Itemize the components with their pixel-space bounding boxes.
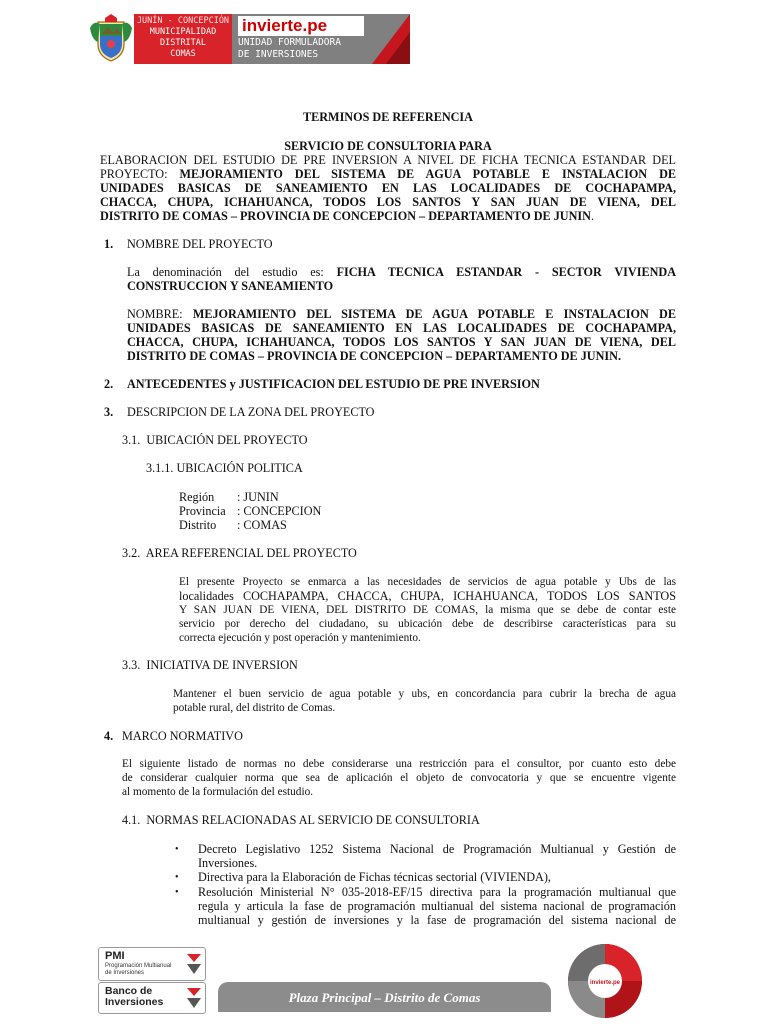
location-district-key: Distrito (179, 518, 217, 532)
bullet-icon: • (175, 872, 179, 883)
muni-line-4: COMAS (170, 49, 196, 59)
s1-p2-label: NOMBRE: (127, 307, 193, 321)
section-1-title: NOMBRE DEL PROYECTO (127, 237, 273, 251)
cycle-center-label: invierte.pe (589, 980, 621, 986)
s1-p2-line-1 (127, 307, 676, 321)
location-province-value: : CONCEPCION (237, 504, 322, 518)
section-3-3-title: 3.3. INICIATIVA DE INVERSION (122, 658, 298, 672)
section-4-number: 4. (104, 729, 114, 743)
s4-line-3: al momento de la formulación del estudio. (122, 786, 314, 798)
intro-line-5 (100, 209, 594, 223)
s4-line-2: de considerar cualquier norma que sea de aplicación el objeto de convocatoria y que se encuentre vigente (122, 772, 676, 784)
intro-label: PROYECTO: (100, 167, 180, 181)
s32-line-2: localidades COCHAPAMPA, CHACCA, CHUPA, ICHAHUANCA, TODOS LOS SANTOS (179, 589, 676, 603)
s1-p1-value: FICHA TECNICA ESTANDAR - SECTOR VIVIENDA (336, 265, 676, 279)
doc-subtitle: SERVICIO DE CONSULTORIA PARA (284, 139, 492, 153)
location-region-value: : JUNIN (237, 490, 279, 504)
bullet-icon: • (175, 887, 179, 898)
pmi-mark-icon (187, 954, 201, 974)
section-2-number: 2. (104, 377, 114, 391)
banco-mark-icon (187, 988, 201, 1008)
bullet-2-line-1: Directiva para la Elaboración de Fichas técnicas sectorial (VIVIENDA), (198, 870, 551, 884)
section-3-2-title: 3.2. AREA REFERENCIAL DEL PROYECTO (122, 546, 357, 560)
s1-p2-value: MEJORAMIENTO DEL SISTEMA DE AGUA POTABLE E INSTALACION DE (192, 307, 676, 321)
bullet-3-line-1: Resolución Ministerial N° 035-2018-EF/15 directiva para la programación multianual que (198, 885, 676, 899)
section-2-title: ANTECEDENTES y JUSTIFICACION DEL ESTUDIO DE PRE INVERSION (127, 377, 540, 391)
intro-end: . (590, 209, 595, 223)
unit-line-1: UNIDAD FORMULADORA (238, 37, 341, 48)
investment-cycle-icon (566, 942, 644, 1020)
bullet-3-line-2: regula y articula la fase de programación multianual del sistema nacional de programación (198, 899, 676, 913)
s1-p2-line-3: CHACCA, CHUPA, ICHAHUANCA, TODOS LOS SANTOS Y SAN JUAN DE VIENA, DEL (127, 335, 676, 349)
s33-line-1: Mantener el buen servicio de agua potable y ubs, en concordancia para cubrir la brecha de agua (173, 688, 676, 700)
pmi-sub-2: de Inversiones (105, 970, 145, 976)
section-3-title: DESCRIPCION DE LA ZONA DEL PROYECTO (127, 405, 375, 419)
s32-line-3: Y SAN JUAN DE VIENA, DEL DISTRITO DE COMAS, la misma que se debe de contar este (179, 604, 676, 616)
section-3-number: 3. (104, 405, 114, 419)
pmi-sub-1: Programación Multianual (105, 963, 172, 969)
doc-title: TERMINOS DE REFERENCIA (303, 110, 473, 124)
bullet-3-line-3: multianual y gestión de inversiones y la fase de programación del sistema nacional de (198, 913, 676, 927)
invierte-block (232, 14, 410, 64)
s32-line-1: El presente Proyecto se enmarca a las necesidades de servicios de agua potable y Ubs de las (179, 576, 676, 588)
muni-line-2: MUNICIPALIDAD (149, 27, 217, 37)
location-district-value: : COMAS (237, 518, 287, 532)
bullet-1-line-2: Inversiones. (198, 856, 258, 870)
banco-line-1: Banco de (105, 985, 153, 997)
section-4-1-title: 4.1. NORMAS RELACIONADAS AL SERVICIO DE CONSULTORIA (122, 813, 480, 827)
bullet-1-line-1: Decreto Legislativo 1252 Sistema Nacional de Programación Multianual y Gestión de (198, 842, 676, 856)
intro-line-2 (100, 167, 676, 181)
intro-line-3: UNIDADES BASICAS DE SANEAMIENTO EN LAS LOCALIDADES DE COCHAPAMPA, (100, 181, 676, 195)
s1-p2-line-2: UNIDADES BASICAS DE SANEAMIENTO EN LAS LOCALIDADES DE COCHAPAMPA, (127, 321, 676, 335)
banco-line-2: Inversiones (105, 996, 164, 1008)
s4-line-1: El siguiente listado de normas no debe considerarse una restricción para el consultor, por cuanto esto debe (122, 758, 676, 770)
footer-address-bar: Plaza Principal – Distrito de Comas (218, 982, 551, 1012)
s33-line-2: potable rural, del distrito de Comas. (173, 702, 336, 714)
pmi-title: PMI (105, 950, 125, 962)
section-3-1-1-title: 3.1.1. UBICACIÓN POLITICA (146, 461, 303, 475)
invierte-logo: invierte.pe (238, 16, 364, 36)
s32-line-4: servicio por derecho del ciudadano, su ubicación debe de describirse características para su (179, 618, 676, 630)
unit-label (238, 37, 341, 61)
s1-p1-label: La denominación del estudio es: (127, 265, 337, 279)
section-4-title: MARCO NORMATIVO (122, 729, 243, 743)
triangle-logo-icon (368, 14, 410, 64)
section-1-number: 1. (104, 237, 114, 251)
pmi-subtitle (105, 963, 171, 977)
intro-project-name-1: MEJORAMIENTO DEL SISTEMA DE AGUA POTABLE E INSTALACION DE (179, 167, 676, 181)
s1-p1-line-2: CONSTRUCCION Y SANEAMIENTO (127, 279, 334, 293)
header-banner (88, 14, 410, 64)
banco-text (105, 986, 163, 1008)
muni-line-3: DISTRITAL (159, 38, 207, 48)
location-region-key: Región (179, 490, 215, 504)
s1-p1-line-1 (127, 265, 676, 279)
muni-line-1: JUNÍN - CONCEPCIÓN (136, 16, 230, 26)
municipality-label (134, 14, 232, 64)
s1-p2-line-4: DISTRITO DE COMAS – PROVINCIA DE CONCEPCION – DEPARTAMENTO DE JUNIN. (127, 349, 622, 363)
bullet-icon: • (175, 844, 179, 855)
banco-inversiones-logo (98, 982, 206, 1014)
unit-line-2: DE INVERSIONES (238, 49, 319, 60)
section-3-1-title: 3.1. UBICACIÓN DEL PROYECTO (122, 433, 308, 447)
intro-line-4: CHACCA, CHUPA, ICHAHUANCA, TODOS LOS SANTOS Y SAN JUAN DE VIENA, DEL (100, 195, 676, 209)
coat-of-arms-logo (88, 14, 134, 64)
intro-line-1: ELABORACION DEL ESTUDIO DE PRE INVERSION A NIVEL DE FICHA TECNICA ESTANDAR DEL (100, 153, 676, 167)
s32-line-5: correcta ejecución y post operación y mantenimiento. (179, 632, 421, 644)
location-province-key: Provincia (179, 504, 226, 518)
intro-project-name-4: DISTRITO DE COMAS – PROVINCIA DE CONCEPCION – DEPARTAMENTO DE JUNIN (100, 209, 591, 223)
pmi-logo (98, 947, 206, 981)
